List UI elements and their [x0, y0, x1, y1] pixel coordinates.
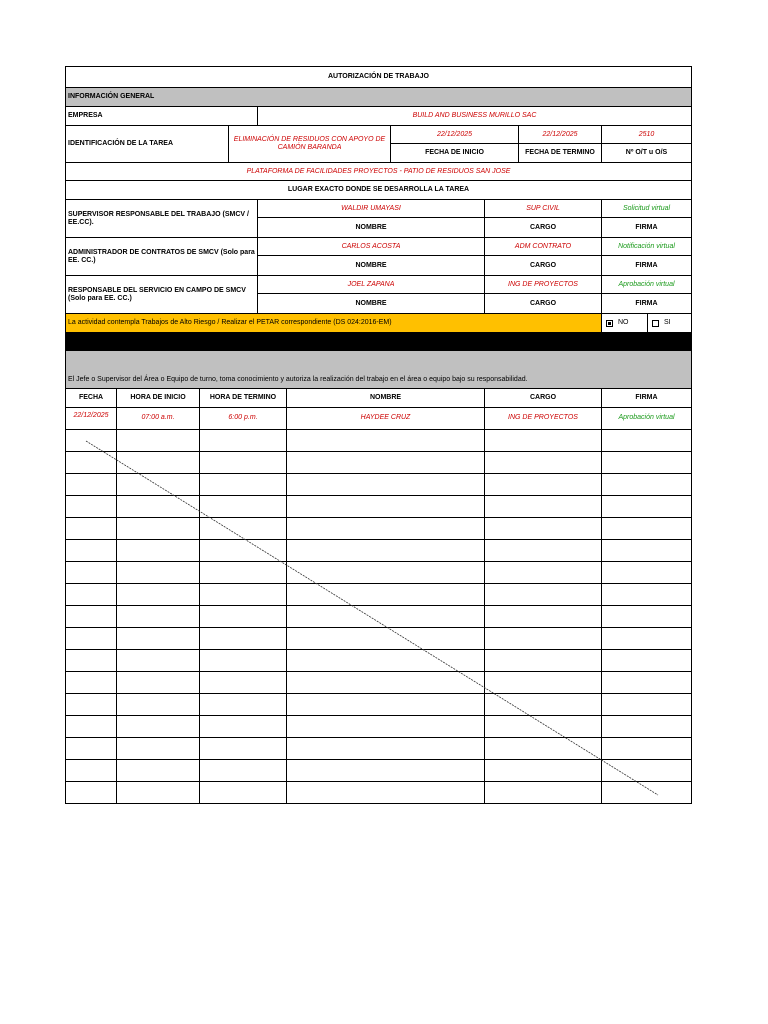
auth-nombre[interactable]: HAYDEE CRUZ	[287, 408, 485, 429]
auth-empty-row	[65, 672, 692, 694]
alto-riesgo-no-option[interactable]	[602, 314, 648, 332]
auth-empty-cell[interactable]	[287, 694, 485, 715]
alto-riesgo-text: La actividad contempla Trabajos de Alto Riesgo / Realizar el PETAR correspondiente (DS 024:2016-EM)	[66, 314, 602, 332]
auth-empty-cell[interactable]	[66, 760, 117, 781]
auth-empty-cell[interactable]	[117, 474, 200, 495]
administrador-firma-block	[602, 238, 691, 275]
auth-empty-row	[65, 738, 692, 760]
auth-empty-cell[interactable]	[117, 584, 200, 605]
lugar-label: LUGAR EXACTO DONDE SE DESARROLLA LA TAREA	[287, 186, 470, 193]
auth-empty-cell[interactable]	[485, 430, 602, 451]
auth-empty-row	[65, 452, 692, 474]
auth-empty-cell[interactable]	[117, 694, 200, 715]
auth-empty-cell[interactable]	[485, 694, 602, 715]
responsable-cargo[interactable]: ING DE PROYECTOS	[485, 276, 601, 294]
numero-value[interactable]: 2510	[602, 126, 691, 144]
auth-empty-row	[65, 716, 692, 738]
auth-empty-cell[interactable]	[602, 496, 691, 517]
auth-empty-row	[65, 540, 692, 562]
supervisor-cargo-block	[485, 200, 602, 237]
auth-empty-cell[interactable]	[66, 672, 117, 693]
auth-empty-row	[65, 496, 692, 518]
auth-empty-row	[65, 606, 692, 628]
supervisor-label: SUPERVISOR RESPONSABLE DEL TRABAJO (SMCV / EE.CC).	[66, 200, 258, 237]
auth-empty-cell[interactable]	[602, 474, 691, 495]
supervisor-nombre-block	[258, 200, 485, 237]
auth-empty-cell[interactable]	[66, 452, 117, 473]
auth-empty-cell[interactable]	[66, 518, 117, 539]
auth-empty-row	[65, 694, 692, 716]
administrador-label: ADMINISTRADOR DE CONTRATOS DE SMCV (Solo para EE. CC.)	[66, 238, 258, 275]
auth-empty-cell[interactable]	[287, 430, 485, 451]
jefe-note-row	[65, 351, 692, 389]
administrador-row	[65, 238, 692, 276]
auth-empty-cell[interactable]	[485, 606, 602, 627]
fecha-termino-block	[519, 126, 602, 162]
auth-empty-cell[interactable]	[287, 452, 485, 473]
auth-empty-cell[interactable]	[200, 738, 287, 759]
auth-empty-cell[interactable]	[200, 606, 287, 627]
jefe-note: El Jefe o Supervisor del Área o Equipo de turno, toma conocimiento y autoriza la realización del trabajo en el área o equipo bajo su responsabilidad.	[68, 376, 528, 383]
auth-empty-cell[interactable]	[602, 518, 691, 539]
auth-empty-cell[interactable]	[602, 760, 691, 781]
fecha-termino-label: FECHA DE TERMINO	[525, 149, 595, 156]
supervisor-firma[interactable]: Solicitud virtual	[602, 200, 691, 218]
si-label: SI	[664, 319, 671, 326]
tarea-label: IDENTIFICACIÓN DE LA TAREA	[66, 126, 229, 162]
auth-empty-cell[interactable]	[485, 738, 602, 759]
auth-empty-cell[interactable]	[117, 672, 200, 693]
auth-empty-cell[interactable]	[602, 650, 691, 671]
auth-empty-cell[interactable]	[200, 760, 287, 781]
auth-empty-cell[interactable]	[602, 672, 691, 693]
tarea-row	[65, 126, 692, 163]
auth-empty-cell[interactable]	[602, 628, 691, 649]
auth-hora-termino[interactable]: 6:00 p.m.	[200, 408, 287, 429]
auth-header-nombre: NOMBRE	[287, 389, 485, 407]
auth-empty-cell[interactable]	[485, 496, 602, 517]
auth-empty-cell[interactable]	[117, 782, 200, 803]
nombre-label: NOMBRE	[355, 299, 387, 307]
auth-empty-cell[interactable]	[602, 584, 691, 605]
auth-empty-row	[65, 782, 692, 804]
auth-empty-cell[interactable]	[485, 518, 602, 539]
auth-empty-row	[65, 584, 692, 606]
general-header-row	[65, 88, 692, 107]
cargo-label: CARGO	[529, 299, 557, 307]
auth-empty-cell[interactable]	[117, 430, 200, 451]
auth-empty-cell[interactable]	[66, 584, 117, 605]
auth-empty-cell[interactable]	[66, 606, 117, 627]
auth-header-fecha: FECHA	[66, 389, 117, 407]
auth-empty-cell[interactable]	[485, 760, 602, 781]
auth-empty-cell[interactable]	[117, 738, 200, 759]
auth-empty-cell[interactable]	[485, 562, 602, 583]
auth-empty-cell[interactable]	[287, 474, 485, 495]
auth-empty-cell[interactable]	[200, 562, 287, 583]
auth-empty-cell[interactable]	[200, 452, 287, 473]
auth-empty-cell[interactable]	[287, 672, 485, 693]
administrador-nombre[interactable]: CARLOS ACOSTA	[258, 238, 484, 256]
supervisor-firma-block	[602, 200, 691, 237]
auth-header-cargo: CARGO	[485, 389, 602, 407]
responsable-row	[65, 276, 692, 314]
black-separator-bar	[65, 333, 692, 351]
auth-empty-cell[interactable]	[485, 672, 602, 693]
responsable-firma[interactable]: Aprobación virtual	[602, 276, 691, 294]
no-checkbox[interactable]	[606, 320, 613, 327]
auth-empty-cell[interactable]	[287, 782, 485, 803]
alto-riesgo-si-option[interactable]	[648, 314, 691, 332]
empresa-row	[65, 107, 692, 126]
auth-empty-cell[interactable]	[117, 650, 200, 671]
auth-empty-cell[interactable]	[485, 782, 602, 803]
cargo-label: CARGO	[529, 223, 557, 231]
auth-empty-cell[interactable]	[200, 540, 287, 561]
auth-empty-cell[interactable]	[485, 540, 602, 561]
empty-rows-container	[65, 430, 692, 804]
auth-empty-cell[interactable]	[287, 562, 485, 583]
fecha-inicio-block	[391, 126, 519, 162]
auth-row	[65, 408, 692, 430]
auth-empty-cell[interactable]	[287, 760, 485, 781]
cargo-label: CARGO	[529, 261, 557, 269]
auth-empty-row	[65, 562, 692, 584]
auth-empty-row	[65, 628, 692, 650]
auth-fecha[interactable]: 22/12/2025	[66, 408, 117, 429]
auth-empty-cell[interactable]	[200, 782, 287, 803]
auth-empty-cell[interactable]	[66, 474, 117, 495]
auth-empty-cell[interactable]	[602, 694, 691, 715]
auth-empty-cell[interactable]	[602, 430, 691, 451]
auth-empty-row	[65, 650, 692, 672]
auth-empty-row	[65, 760, 692, 782]
auth-empty-cell[interactable]	[602, 562, 691, 583]
auth-empty-cell[interactable]	[66, 716, 117, 737]
fecha-inicio-value[interactable]: 22/12/2025	[391, 126, 518, 144]
auth-empty-row	[65, 474, 692, 496]
auth-empty-row	[65, 518, 692, 540]
auth-empty-cell[interactable]	[66, 430, 117, 451]
auth-header-hora-inicio: HORA DE INICIO	[117, 389, 200, 407]
auth-empty-cell[interactable]	[200, 474, 287, 495]
firma-label: FIRMA	[635, 299, 658, 307]
responsable-nombre-block	[258, 276, 485, 313]
responsable-label: RESPONSABLE DEL SERVICIO EN CAMPO DE SMCV (Solo para EE. CC.)	[66, 276, 258, 313]
auth-empty-cell[interactable]	[200, 430, 287, 451]
auth-empty-cell[interactable]	[287, 650, 485, 671]
supervisor-cargo[interactable]: SUP CIVIL	[485, 200, 601, 218]
auth-empty-cell[interactable]	[287, 716, 485, 737]
auth-empty-cell[interactable]	[287, 518, 485, 539]
alto-riesgo-row	[65, 314, 692, 333]
responsable-cargo-block	[485, 276, 602, 313]
auth-empty-cell[interactable]	[66, 738, 117, 759]
auth-empty-cell[interactable]	[117, 452, 200, 473]
auth-empty-cell[interactable]	[200, 716, 287, 737]
empresa-value[interactable]: BUILD AND BUSINESS MURILLO SAC	[412, 112, 537, 119]
auth-empty-cell[interactable]	[117, 518, 200, 539]
auth-empty-cell[interactable]	[602, 716, 691, 737]
auth-empty-cell[interactable]	[200, 496, 287, 517]
si-checkbox[interactable]	[652, 320, 659, 327]
auth-empty-cell[interactable]	[200, 628, 287, 649]
auth-empty-cell[interactable]	[117, 562, 200, 583]
auth-empty-cell[interactable]	[66, 694, 117, 715]
nombre-label: NOMBRE	[355, 261, 387, 269]
administrador-cargo[interactable]: ADM CONTRATO	[485, 238, 601, 256]
auth-empty-cell[interactable]	[200, 584, 287, 605]
auth-empty-cell[interactable]	[602, 452, 691, 473]
auth-empty-cell[interactable]	[287, 540, 485, 561]
auth-header-row	[65, 389, 692, 408]
auth-header-hora-termino: HORA DE TERMINO	[200, 389, 287, 407]
title-row	[65, 66, 692, 88]
work-authorization-form	[65, 66, 692, 804]
tarea-description[interactable]: ELIMINACIÓN DE RESIDUOS CON APOYO DE CAMIÓN BARANDA	[229, 126, 391, 162]
auth-empty-cell[interactable]	[117, 716, 200, 737]
nombre-label: NOMBRE	[355, 223, 387, 231]
auth-empty-cell[interactable]	[66, 782, 117, 803]
auth-empty-cell[interactable]	[287, 606, 485, 627]
form-title: AUTORIZACIÓN DE TRABAJO	[328, 73, 429, 80]
auth-cargo[interactable]: ING DE PROYECTOS	[485, 408, 602, 429]
auth-empty-cell[interactable]	[66, 628, 117, 649]
administrador-firma[interactable]: Notificación virtual	[602, 238, 691, 256]
empresa-label: EMPRESA	[66, 107, 258, 125]
auth-empty-cell[interactable]	[200, 650, 287, 671]
auth-empty-cell[interactable]	[66, 540, 117, 561]
auth-empty-cell[interactable]	[287, 584, 485, 605]
lugar-label-row	[65, 181, 692, 200]
supervisor-nombre[interactable]: WALDIR UMAYASI	[258, 200, 484, 218]
auth-empty-cell[interactable]	[66, 562, 117, 583]
administrador-nombre-block	[258, 238, 485, 275]
lugar-value[interactable]: PLATAFORMA DE FACILIDADES PROYECTOS - PATIO DE RESIDUOS SAN JOSE	[246, 167, 511, 175]
auth-empty-cell[interactable]	[602, 540, 691, 561]
auth-empty-cell[interactable]	[200, 694, 287, 715]
numero-label: Nº O/T u O/S	[625, 149, 668, 156]
auth-empty-cell[interactable]	[485, 716, 602, 737]
auth-empty-cell[interactable]	[117, 760, 200, 781]
lugar-value-row	[65, 163, 692, 181]
auth-empty-cell[interactable]	[117, 628, 200, 649]
auth-empty-cell[interactable]	[287, 628, 485, 649]
auth-empty-cell[interactable]	[200, 672, 287, 693]
no-label: NO	[618, 319, 629, 326]
supervisor-row	[65, 200, 692, 238]
auth-empty-cell[interactable]	[117, 496, 200, 517]
auth-empty-cell[interactable]	[485, 474, 602, 495]
auth-empty-cell[interactable]	[287, 496, 485, 517]
auth-empty-cell[interactable]	[66, 496, 117, 517]
auth-empty-cell[interactable]	[117, 606, 200, 627]
fecha-inicio-label: FECHA DE INICIO	[425, 149, 484, 156]
auth-empty-cell[interactable]	[485, 650, 602, 671]
auth-empty-cell[interactable]	[602, 738, 691, 759]
auth-empty-cell[interactable]	[200, 518, 287, 539]
auth-hora-inicio[interactable]: 07:00 a.m.	[117, 408, 200, 429]
auth-empty-cell[interactable]	[485, 584, 602, 605]
auth-header-firma: FIRMA	[635, 394, 658, 401]
auth-firma[interactable]: Aprobación virtual	[618, 414, 675, 421]
auth-empty-cell[interactable]	[66, 650, 117, 671]
auth-empty-row	[65, 430, 692, 452]
responsable-nombre[interactable]: JOEL ZAPANA	[258, 276, 484, 294]
auth-empty-cell[interactable]	[485, 628, 602, 649]
firma-label: FIRMA	[635, 223, 658, 231]
auth-empty-cell[interactable]	[485, 452, 602, 473]
auth-empty-cell[interactable]	[287, 738, 485, 759]
auth-empty-cell[interactable]	[602, 782, 691, 803]
numero-block	[602, 126, 691, 162]
fecha-termino-value[interactable]: 22/12/2025	[519, 126, 601, 144]
responsable-firma-block	[602, 276, 691, 313]
general-header: INFORMACIÓN GENERAL	[68, 93, 155, 100]
auth-empty-cell[interactable]	[602, 606, 691, 627]
firma-label: FIRMA	[635, 261, 658, 269]
administrador-cargo-block	[485, 238, 602, 275]
auth-empty-cell[interactable]	[117, 540, 200, 561]
